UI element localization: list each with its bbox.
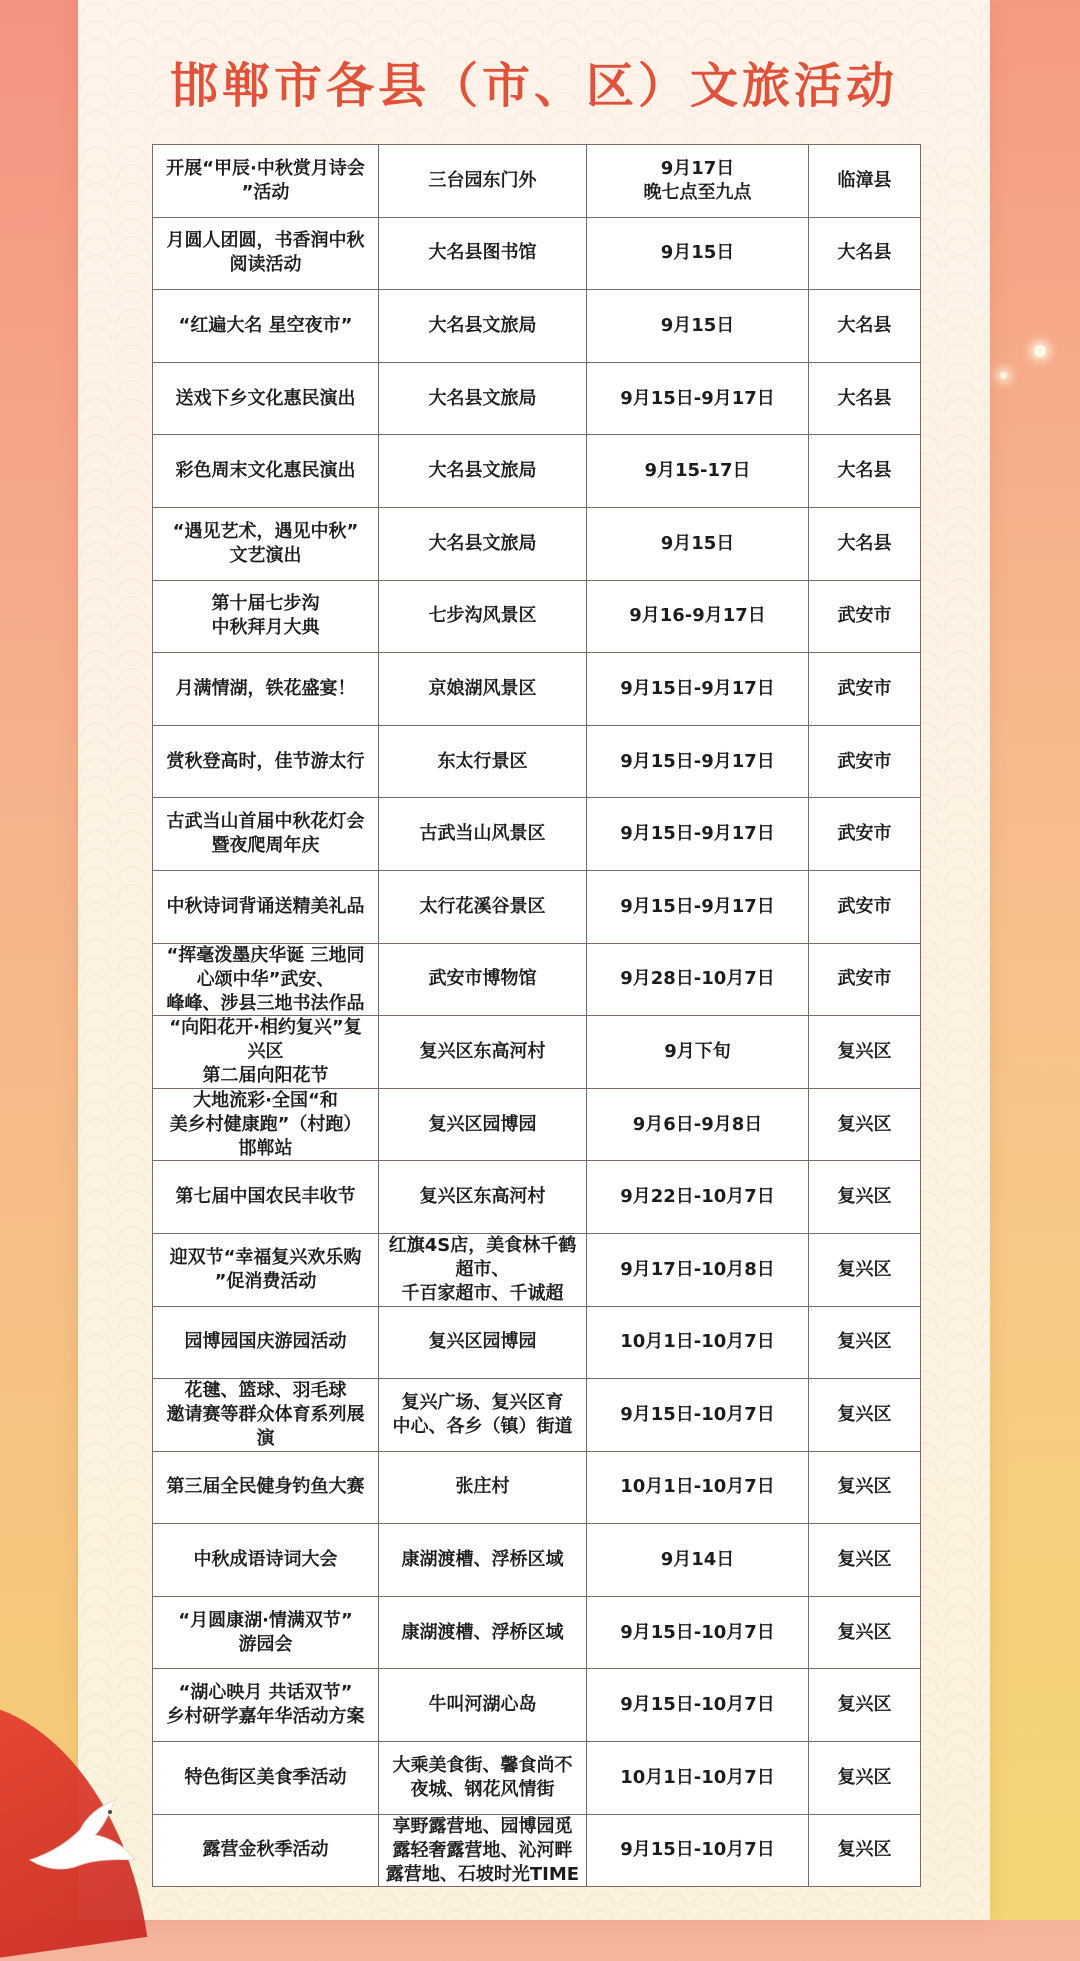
district-cell bbox=[809, 653, 921, 726]
district-cell bbox=[809, 217, 921, 290]
cell-text: 武安市 bbox=[837, 677, 892, 699]
event-name-cell bbox=[153, 870, 379, 943]
cell-text: 9月下旬 bbox=[664, 1040, 731, 1062]
table-row bbox=[153, 145, 921, 218]
event-name-cell bbox=[153, 1379, 379, 1452]
cell-text: 第三届全民健身钓鱼大赛 bbox=[166, 1476, 365, 1498]
event-name-cell bbox=[153, 1451, 379, 1524]
table-row bbox=[153, 1669, 921, 1742]
cell-text: 月满情湖，铁花盛宴！ bbox=[175, 677, 356, 699]
table-row bbox=[153, 290, 921, 363]
event-name-cell bbox=[153, 507, 379, 580]
date-cell bbox=[587, 1596, 809, 1669]
event-name-cell bbox=[153, 1669, 379, 1742]
date-cell bbox=[587, 290, 809, 363]
venue-cell bbox=[379, 507, 587, 580]
date-cell bbox=[587, 1451, 809, 1524]
cell-text: 东太行景区 bbox=[437, 750, 528, 772]
table-row bbox=[153, 580, 921, 653]
cell-text: 武安市 bbox=[837, 823, 892, 845]
cell-text: 10月1日-10月7日 bbox=[620, 1766, 775, 1788]
cell-text: 复兴区 bbox=[837, 1403, 892, 1425]
date-cell bbox=[587, 1814, 809, 1887]
table-row bbox=[153, 1161, 921, 1234]
cell-text: 复兴区 bbox=[837, 1694, 892, 1716]
venue-cell bbox=[379, 1814, 587, 1887]
venue-cell bbox=[379, 943, 587, 1016]
cell-text: 9月15日-9月17日 bbox=[620, 387, 775, 409]
table-row bbox=[153, 1088, 921, 1161]
table-row bbox=[153, 798, 921, 871]
district-cell bbox=[809, 1451, 921, 1524]
cell-text: 中秋诗词背诵送精美礼品 bbox=[166, 895, 365, 917]
table-row bbox=[153, 217, 921, 290]
sparkle-decoration bbox=[1034, 345, 1046, 357]
cell-text: 康湖渡槽、浮桥区域 bbox=[401, 1621, 564, 1643]
cell-text: 大名县文旅局 bbox=[428, 532, 537, 554]
cell-text: 复兴区 bbox=[837, 1258, 892, 1280]
venue-cell bbox=[379, 1596, 587, 1669]
cell-text: 9月15日 bbox=[660, 314, 735, 336]
cell-text: 大名县 bbox=[837, 314, 892, 336]
cell-text: 大地流彩·全国“和 美乡村健康跑”（村跑） 邯郸站 bbox=[169, 1090, 362, 1160]
cell-text: 康湖渡槽、浮桥区域 bbox=[401, 1549, 564, 1571]
venue-cell bbox=[379, 290, 587, 363]
event-name-cell bbox=[153, 725, 379, 798]
cell-text: 三台园东门外 bbox=[428, 169, 537, 191]
cell-text: 复兴区园博园 bbox=[428, 1113, 537, 1135]
event-name-cell bbox=[153, 1306, 379, 1379]
district-cell bbox=[809, 580, 921, 653]
event-name-cell bbox=[153, 798, 379, 871]
event-name-cell bbox=[153, 362, 379, 435]
date-cell bbox=[587, 1524, 809, 1597]
cell-text: 复兴区 bbox=[837, 1766, 892, 1788]
district-cell bbox=[809, 1379, 921, 1452]
cell-text: 9月17日 晚七点至九点 bbox=[643, 157, 752, 203]
district-cell bbox=[809, 1016, 921, 1089]
cell-text: 9月15日 bbox=[660, 242, 735, 264]
cell-text: 复兴区 bbox=[837, 1331, 892, 1353]
cell-text: 复兴区 bbox=[837, 1549, 892, 1571]
cell-text: “挥毫泼墨庆华诞 三地同 心颂中华”武安、 峰峰、涉县三地书法作品 bbox=[166, 944, 365, 1014]
cell-text: 红旗4S店，美食林千鹤 超市、 千百家超市、千诚超 bbox=[388, 1235, 577, 1305]
venue-cell bbox=[379, 1524, 587, 1597]
cell-text: 9月6日-9月8日 bbox=[632, 1113, 763, 1135]
district-cell bbox=[809, 1524, 921, 1597]
venue-cell bbox=[379, 1379, 587, 1452]
cell-text: 武安市 bbox=[837, 895, 892, 917]
cell-text: 武安市博物馆 bbox=[428, 968, 537, 990]
cell-text: 复兴区 bbox=[837, 1040, 892, 1062]
date-cell bbox=[587, 1233, 809, 1306]
event-name-cell bbox=[153, 1161, 379, 1234]
page-title: 邯郸市各县（市、区）文旅活动 bbox=[169, 58, 898, 114]
cell-text: “红遍大名 星空夜市” bbox=[178, 314, 353, 336]
cell-text: 园博园国庆游园活动 bbox=[184, 1331, 347, 1353]
cell-text: 大名县文旅局 bbox=[428, 387, 537, 409]
venue-cell bbox=[379, 1306, 587, 1379]
cell-text: 太行花溪谷景区 bbox=[419, 895, 546, 917]
cell-text: 复兴区 bbox=[837, 1839, 892, 1861]
cell-text: 9月15日-10月7日 bbox=[620, 1621, 775, 1643]
cell-text: 10月1日-10月7日 bbox=[620, 1331, 775, 1353]
cell-text: 9月15日 bbox=[660, 532, 735, 554]
sparkle-decoration bbox=[1000, 372, 1007, 379]
cell-text: 大乘美食街、馨食尚不 夜城、钢花风情街 bbox=[392, 1754, 573, 1800]
cell-text: 复兴区东高河村 bbox=[419, 1186, 546, 1208]
district-cell bbox=[809, 507, 921, 580]
cell-text: 第十届七步沟 中秋拜月大典 bbox=[211, 593, 320, 639]
cell-text: 大名县 bbox=[837, 532, 892, 554]
cell-text: 10月1日-10月7日 bbox=[620, 1476, 775, 1498]
cell-text: 9月15日-9月17日 bbox=[620, 750, 775, 772]
event-name-cell bbox=[153, 435, 379, 508]
venue-cell bbox=[379, 1669, 587, 1742]
venue-cell bbox=[379, 1451, 587, 1524]
cell-text: 武安市 bbox=[837, 605, 892, 627]
table-row bbox=[153, 1306, 921, 1379]
date-cell bbox=[587, 507, 809, 580]
cell-text: 大名县 bbox=[837, 387, 892, 409]
date-cell bbox=[587, 1016, 809, 1089]
district-cell bbox=[809, 1233, 921, 1306]
background-right-decoration bbox=[990, 0, 1080, 1920]
event-name-cell bbox=[153, 1016, 379, 1089]
date-cell bbox=[587, 725, 809, 798]
date-cell bbox=[587, 1088, 809, 1161]
cell-text: 复兴区 bbox=[837, 1476, 892, 1498]
cell-text: 大名县文旅局 bbox=[428, 314, 537, 336]
table-row bbox=[153, 1016, 921, 1089]
cell-text: 赏秋登高时，佳节游太行 bbox=[166, 750, 365, 772]
cell-text: 9月15-17日 bbox=[644, 460, 751, 482]
event-name-cell bbox=[153, 1814, 379, 1887]
date-cell bbox=[587, 1161, 809, 1234]
venue-cell bbox=[379, 362, 587, 435]
cell-text: 武安市 bbox=[837, 750, 892, 772]
cell-text: 古武当山首届中秋花灯会 暨夜爬周年庆 bbox=[166, 811, 365, 857]
district-cell bbox=[809, 1742, 921, 1815]
date-cell bbox=[587, 798, 809, 871]
date-cell bbox=[587, 435, 809, 508]
cell-text: 9月14日 bbox=[660, 1549, 735, 1571]
date-cell bbox=[587, 1742, 809, 1815]
cell-text: “遇见艺术，遇见中秋” 文艺演出 bbox=[172, 520, 359, 566]
district-cell bbox=[809, 943, 921, 1016]
cell-text: 9月15日-9月17日 bbox=[620, 677, 775, 699]
cell-text: 复兴区园博园 bbox=[428, 1331, 537, 1353]
table-row bbox=[153, 653, 921, 726]
event-name-cell bbox=[153, 217, 379, 290]
cell-text: 牛叫河湖心岛 bbox=[428, 1694, 537, 1716]
event-name-cell bbox=[153, 290, 379, 363]
table-row bbox=[153, 1233, 921, 1306]
venue-cell bbox=[379, 725, 587, 798]
cell-text: 9月15日-9月17日 bbox=[620, 823, 775, 845]
background-left-decoration bbox=[0, 0, 80, 1920]
cell-text: 大名县 bbox=[837, 242, 892, 264]
cell-text: 京娘湖风景区 bbox=[428, 677, 537, 699]
cell-text: “月圆康湖·情满双节” 游园会 bbox=[178, 1609, 353, 1655]
district-cell bbox=[809, 1669, 921, 1742]
cell-text: 9月17日-10月8日 bbox=[620, 1258, 775, 1280]
cell-text: 大名县 bbox=[837, 460, 892, 482]
date-cell bbox=[587, 217, 809, 290]
district-cell bbox=[809, 290, 921, 363]
venue-cell bbox=[379, 653, 587, 726]
cell-text: 享野露营地、园博园觅 露轻奢露营地、沁河畔 露营地、石坡时光TIME bbox=[385, 1815, 580, 1885]
date-cell bbox=[587, 943, 809, 1016]
cell-text: 大名县图书馆 bbox=[428, 242, 537, 264]
cell-text: 七步沟风景区 bbox=[428, 605, 537, 627]
district-cell bbox=[809, 725, 921, 798]
venue-cell bbox=[379, 870, 587, 943]
date-cell bbox=[587, 580, 809, 653]
cell-text: 特色街区美食季活动 bbox=[184, 1766, 347, 1788]
table-row bbox=[153, 725, 921, 798]
district-cell bbox=[809, 1088, 921, 1161]
cell-text: “湖心映月 共话双节” 乡村研学嘉年华活动方案 bbox=[166, 1682, 365, 1728]
cell-text: 复兴区东高河村 bbox=[419, 1040, 546, 1062]
cell-text: 送戏下乡文化惠民演出 bbox=[175, 387, 356, 409]
venue-cell bbox=[379, 1233, 587, 1306]
district-cell bbox=[809, 1306, 921, 1379]
venue-cell bbox=[379, 798, 587, 871]
cell-text: “向阳花开·相约复兴”复 兴区 第二届向阳花节 bbox=[169, 1017, 362, 1087]
district-cell bbox=[809, 362, 921, 435]
venue-cell bbox=[379, 580, 587, 653]
cell-text: 露营金秋季活动 bbox=[202, 1839, 329, 1861]
event-name-cell bbox=[153, 1596, 379, 1669]
cell-text: 复兴区 bbox=[837, 1621, 892, 1643]
date-cell bbox=[587, 870, 809, 943]
table-row bbox=[153, 1814, 921, 1887]
cell-text: 彩色周末文化惠民演出 bbox=[175, 460, 356, 482]
table-row bbox=[153, 1742, 921, 1815]
cell-text: 古武当山风景区 bbox=[419, 823, 546, 845]
cell-text: 临漳县 bbox=[837, 169, 892, 191]
date-cell bbox=[587, 1379, 809, 1452]
cell-text: 复兴区 bbox=[837, 1113, 892, 1135]
cell-text: 9月15日-10月7日 bbox=[620, 1839, 775, 1861]
table-row bbox=[153, 362, 921, 435]
event-name-cell bbox=[153, 1233, 379, 1306]
event-name-cell bbox=[153, 580, 379, 653]
table-row bbox=[153, 507, 921, 580]
cell-text: 中秋成语诗词大会 bbox=[193, 1549, 338, 1571]
table-row bbox=[153, 435, 921, 508]
table-row bbox=[153, 870, 921, 943]
district-cell bbox=[809, 435, 921, 508]
cell-text: 武安市 bbox=[837, 968, 892, 990]
cell-text: 花毽、篮球、羽毛球 邀请赛等群众体育系列展 演 bbox=[166, 1380, 365, 1450]
district-cell bbox=[809, 870, 921, 943]
venue-cell bbox=[379, 1161, 587, 1234]
venue-cell bbox=[379, 435, 587, 508]
district-cell bbox=[809, 1814, 921, 1887]
dove-icon bbox=[20, 1790, 140, 1890]
venue-cell bbox=[379, 1742, 587, 1815]
event-name-cell bbox=[153, 1524, 379, 1597]
district-cell bbox=[809, 798, 921, 871]
date-cell bbox=[587, 362, 809, 435]
cell-text: 第七届中国农民丰收节 bbox=[175, 1186, 356, 1208]
cell-text: 复兴广场、复兴区育 中心、各乡（镇）街道 bbox=[392, 1391, 573, 1437]
cell-text: 大名县文旅局 bbox=[428, 460, 537, 482]
district-cell bbox=[809, 145, 921, 218]
event-name-cell bbox=[153, 653, 379, 726]
table-row bbox=[153, 1451, 921, 1524]
cell-text: 9月22日-10月7日 bbox=[620, 1186, 775, 1208]
event-name-cell bbox=[153, 145, 379, 218]
event-name-cell bbox=[153, 1742, 379, 1815]
date-cell bbox=[587, 1306, 809, 1379]
table-row bbox=[153, 1379, 921, 1452]
table-row bbox=[153, 943, 921, 1016]
venue-cell bbox=[379, 145, 587, 218]
cell-text: 张庄村 bbox=[455, 1476, 510, 1498]
events-table bbox=[152, 144, 921, 1887]
venue-cell bbox=[379, 1088, 587, 1161]
cell-text: 复兴区 bbox=[837, 1186, 892, 1208]
date-cell bbox=[587, 653, 809, 726]
cell-text: 9月28日-10月7日 bbox=[620, 968, 775, 990]
cell-text: 迎双节“幸福复兴欢乐购 ”促消费活动 bbox=[169, 1246, 362, 1292]
date-cell bbox=[587, 145, 809, 218]
cell-text: 9月15日-9月17日 bbox=[620, 895, 775, 917]
event-name-cell bbox=[153, 1088, 379, 1161]
venue-cell bbox=[379, 217, 587, 290]
event-name-cell bbox=[153, 943, 379, 1016]
cell-text: 9月16-9月17日 bbox=[629, 605, 766, 627]
date-cell bbox=[587, 1669, 809, 1742]
table-row bbox=[153, 1524, 921, 1597]
cell-text: 开展“甲辰·中秋赏月诗会 ”活动 bbox=[166, 157, 365, 203]
venue-cell bbox=[379, 1016, 587, 1089]
district-cell bbox=[809, 1596, 921, 1669]
cell-text: 9月15日-10月7日 bbox=[620, 1694, 775, 1716]
cell-text: 月圆人团圆，书香润中秋 阅读活动 bbox=[166, 230, 365, 276]
cell-text: 9月15日-10月7日 bbox=[620, 1403, 775, 1425]
table-row bbox=[153, 1596, 921, 1669]
district-cell bbox=[809, 1161, 921, 1234]
